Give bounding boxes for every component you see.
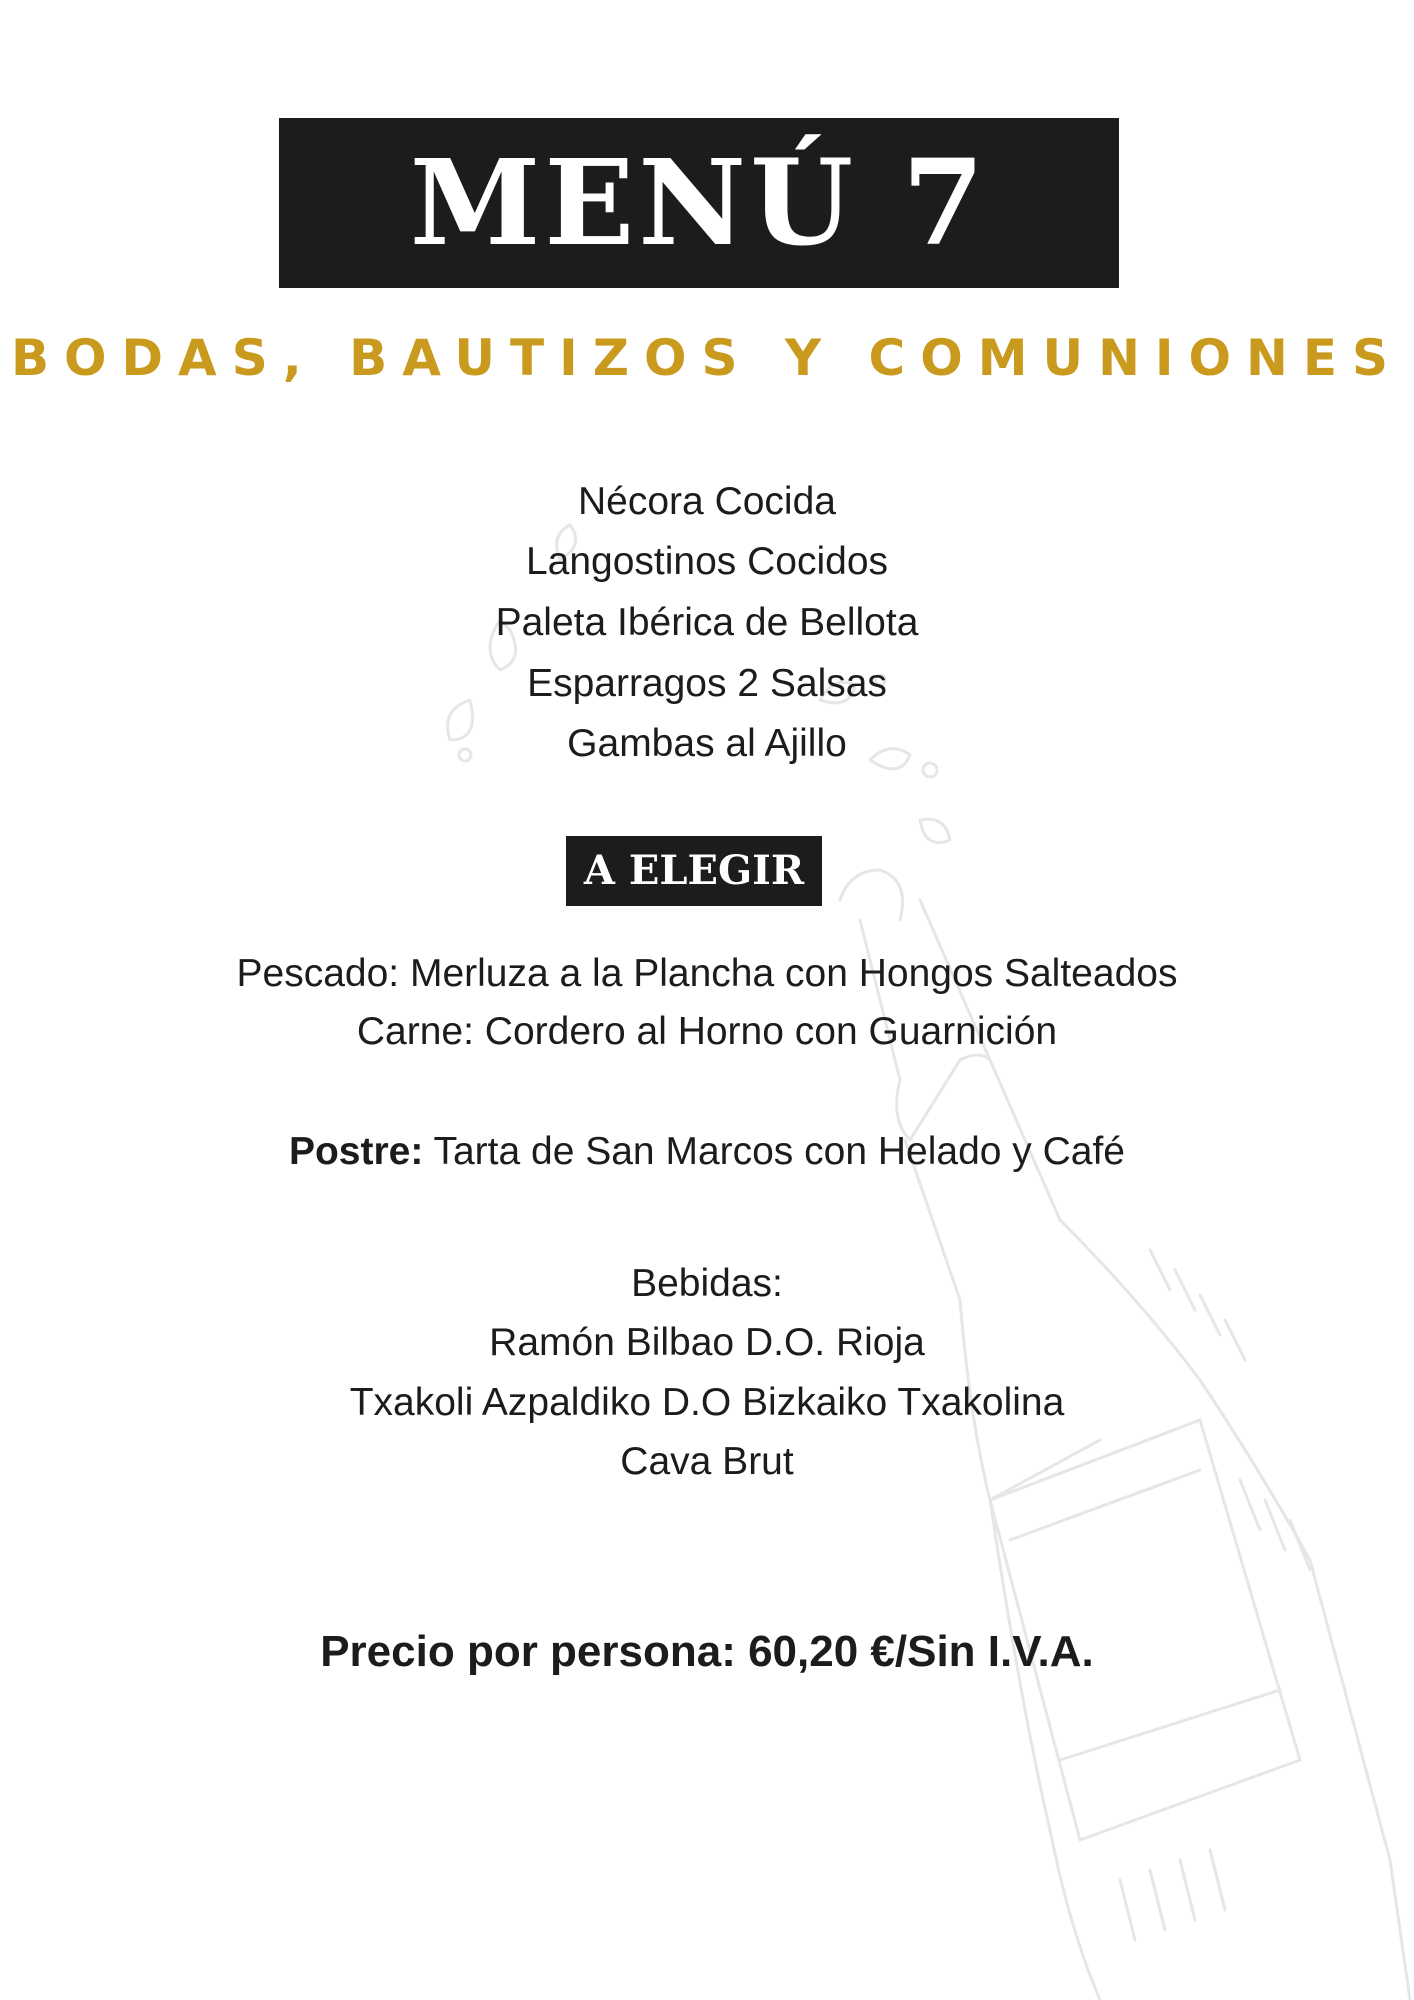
starter-item: Nécora Cocida — [578, 480, 836, 523]
drink-item: Ramón Bilbao D.O. Rioja — [489, 1321, 925, 1364]
menu-subtitle: BODAS, BAUTIZOS Y COMUNIONES — [10, 329, 1404, 387]
dessert-label: Postre: — [288, 1130, 424, 1173]
choice-option: Carne: Cordero al Horno con Guarnición — [356, 1010, 1058, 1053]
menu-title-banner — [279, 118, 1119, 288]
starter-item: Langostinos Cocidos — [525, 540, 889, 583]
dessert-line — [0, 1122, 1414, 1182]
starter-item: Paleta Ibérica de Bellota — [495, 601, 919, 644]
drink-item: Cava Brut — [620, 1440, 794, 1483]
price-per-person: Precio por persona: 60,20 €/Sin I.V.A. — [320, 1627, 1094, 1676]
choice-badge — [566, 836, 822, 906]
choice-label: A ELEGIR — [583, 847, 805, 894]
starter-item: Gambas al Ajillo — [567, 722, 847, 765]
drinks-label: Bebidas: — [631, 1262, 783, 1305]
starter-item: Esparragos 2 Salsas — [527, 662, 887, 705]
choice-option: Pescado: Merluza a la Plancha con Hongos Salteados — [236, 952, 1178, 995]
drink-item: Txakoli Azpaldiko D.O Bizkaiko Txakolina — [349, 1381, 1065, 1424]
menu-title: MENÚ 7 — [409, 133, 989, 272]
dessert-value: Tarta de San Marcos con Helado y Café — [423, 1130, 1126, 1173]
